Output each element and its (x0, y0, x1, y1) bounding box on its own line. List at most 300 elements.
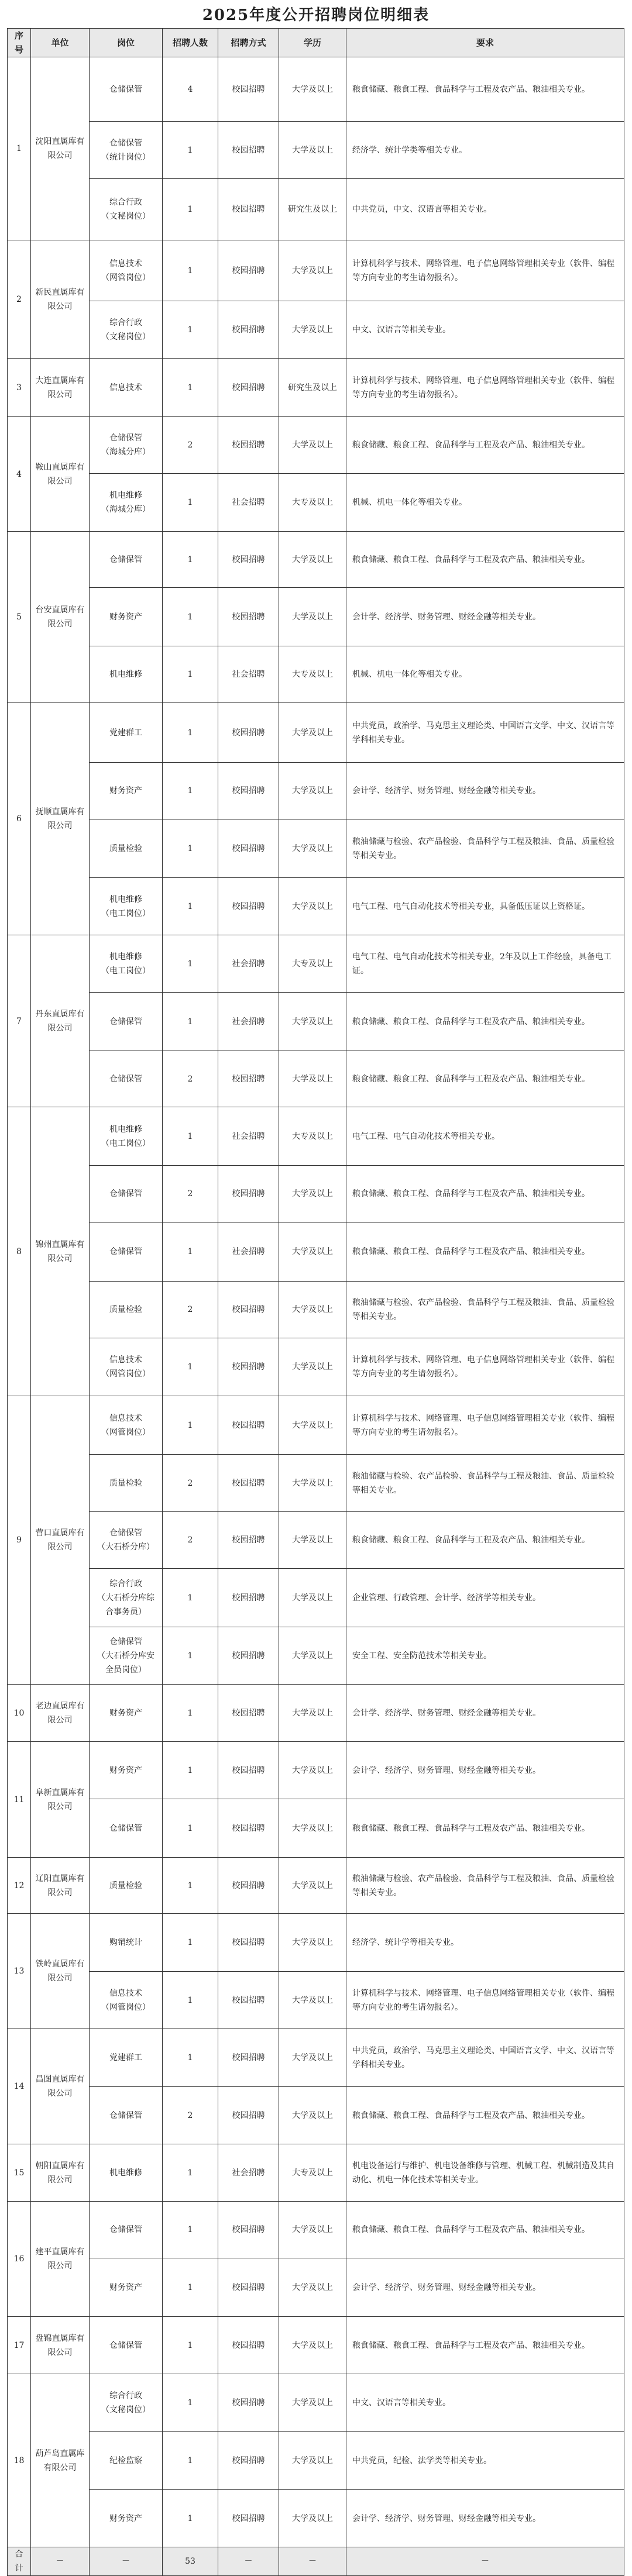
position-label: 仓储保管 (109, 1189, 142, 1199)
requirements: 电气工程、电气自动化技术等相关专业，2年及以上工作经验，具备电工证。 (346, 935, 624, 993)
position-cell (90, 703, 163, 763)
unit-number: 2 (8, 240, 31, 359)
education: 大学及以上 (279, 1799, 346, 1858)
position-label: 仓储保管 (109, 1528, 142, 1538)
position-cell (90, 2490, 163, 2547)
position-cell (90, 474, 163, 532)
unit-number: 13 (8, 1914, 31, 2029)
table-row (8, 1282, 624, 1338)
position-cell (90, 935, 163, 993)
hire-method: 校园招聘 (218, 819, 279, 878)
total-label: 合计 (8, 2547, 31, 2576)
position-label: 财务资产 (109, 1708, 142, 1718)
table-row (8, 1222, 624, 1282)
position-label: （网管岗位） (101, 1427, 150, 1437)
requirements: 粮油储藏与检验、农产品检验、食品科学与工程及粮油、食品、质量检验等相关专业。 (346, 1858, 624, 1914)
position-label: 信息技术 (109, 1413, 142, 1423)
requirements: 会计学、经济学、财务管理、财经金融等相关专业。 (346, 588, 624, 646)
hire-method: 校园招聘 (218, 1455, 279, 1512)
hire-count: 1 (163, 2258, 218, 2317)
hire-method: 校园招聘 (218, 359, 279, 417)
unit-number: 4 (8, 417, 31, 532)
position-cell (90, 1222, 163, 1282)
education: 大学及以上 (279, 1051, 346, 1107)
hire-count: 1 (163, 301, 218, 359)
position-cell (90, 1799, 163, 1858)
hire-method: 校园招聘 (218, 763, 279, 819)
position-label: 质量检验 (109, 1478, 142, 1488)
unit-name: 葫芦岛直属库有限公司 (31, 2374, 90, 2547)
header-row (8, 29, 624, 57)
requirements: 电气工程、电气自动化技术等相关专业。 (346, 1107, 624, 1166)
requirements: 计算机科学与技术、网络管理、电子信息网络管理相关专业（软件、编程等方向专业的考生请勿报名）。 (346, 1396, 624, 1455)
position-label: 仓储保管 (109, 2110, 142, 2120)
unit-name: 锦州直属库有限公司 (31, 1107, 90, 1396)
hire-method: 校园招聘 (218, 57, 279, 122)
position-label: （大石桥分库安 (97, 1651, 154, 1661)
education: 大学及以上 (279, 532, 346, 588)
hire-count: 1 (163, 1396, 218, 1455)
hire-method: 校园招聘 (218, 532, 279, 588)
unit-name: 昌图直属库有限公司 (31, 2029, 90, 2144)
requirements: 中文、汉语言等相关专业。 (346, 2374, 624, 2432)
position-cell (90, 417, 163, 474)
education: 大学及以上 (279, 1972, 346, 2029)
requirements: 粮油储藏与检验、农产品检验、食品科学与工程及粮油、食品、质量检验等相关专业。 (346, 1455, 624, 1512)
requirements: 电气工程、电气自动化技术等相关专业，具备低压证以上资格证。 (346, 878, 624, 935)
requirements: 粮食储藏、粮食工程、食品科学与工程及农产品、粮油相关专业。 (346, 2202, 624, 2258)
table-row (8, 1396, 624, 1455)
education: 大学及以上 (279, 1166, 346, 1222)
hire-count: 2 (163, 2087, 218, 2144)
position-label: 质量检验 (109, 843, 142, 853)
hire-count: 1 (163, 2374, 218, 2432)
unit-name: 老边直属库有限公司 (31, 1685, 90, 1742)
position-label: （文秘岗位） (101, 212, 150, 221)
position-label: 信息技术 (109, 1988, 142, 1998)
education: 大专及以上 (279, 474, 346, 532)
education: 大学及以上 (279, 763, 346, 819)
position-label: 机电维修 (109, 1124, 142, 1134)
requirements: 机械、机电一体化等相关专业。 (346, 474, 624, 532)
hire-count: 1 (163, 122, 218, 179)
position-cell (90, 301, 163, 359)
requirements: 中共党员，纪检、法学类等相关专业。 (346, 2432, 624, 2490)
requirements: 计算机科学与技术、网络管理、电子信息网络管理相关专业（软件、编程等方向专业的考生请勿报名）。 (346, 240, 624, 301)
table-row (8, 763, 624, 819)
table-row (8, 2202, 624, 2258)
hire-method: 社会招聘 (218, 935, 279, 993)
position-label: 仓储保管 (109, 433, 142, 443)
hire-method: 社会招聘 (218, 1107, 279, 1166)
hire-count: 1 (163, 703, 218, 763)
header-method: 招聘方式 (218, 29, 279, 57)
position-label: 财务资产 (109, 1765, 142, 1775)
position-label: 仓储保管 (109, 1823, 142, 1833)
position-label: 财务资产 (109, 2282, 142, 2292)
position-cell (90, 1685, 163, 1742)
position-label: 仓储保管 (109, 2225, 142, 2234)
requirements: 经济学、统计学等相关专业。 (346, 1914, 624, 1972)
hire-method: 校园招聘 (218, 240, 279, 301)
table-row (8, 301, 624, 359)
table-row (8, 1455, 624, 1512)
table-row (8, 1858, 624, 1914)
requirements: 计算机科学与技术、网络管理、电子信息网络管理相关专业（软件、编程等方向专业的考生请勿报名）。 (346, 1338, 624, 1396)
hire-method: 校园招聘 (218, 2202, 279, 2258)
position-cell (90, 1627, 163, 1685)
position-label: 仓储保管 (109, 84, 142, 94)
education: 大学及以上 (279, 2202, 346, 2258)
header-position: 岗位 (90, 29, 163, 57)
position-cell (90, 1972, 163, 2029)
position-label: 机电维修 (109, 894, 142, 904)
recruitment-table (7, 28, 624, 2576)
hire-count: 1 (163, 1107, 218, 1166)
position-label: （电工岗位） (101, 1138, 150, 1148)
table-row (8, 1338, 624, 1396)
position-cell (90, 57, 163, 122)
position-label: 质量检验 (109, 1881, 142, 1890)
unit-name: 阜新直属库有限公司 (31, 1742, 90, 1858)
position-label: 信息技术 (109, 1355, 142, 1365)
requirements: 中共党员，政治学、马克思主义理论类、中国语言文学、中文、汉语言等学科相关专业。 (346, 2029, 624, 2087)
education: 大学及以上 (279, 57, 346, 122)
education: 大学及以上 (279, 2029, 346, 2087)
position-label: （文秘岗位） (101, 2405, 150, 2415)
table-row (8, 588, 624, 646)
education: 研究生及以上 (279, 179, 346, 240)
position-label: 购销统计 (109, 1938, 142, 1947)
position-cell (90, 1282, 163, 1338)
position-label: 全员岗位） (105, 1665, 146, 1675)
hire-method: 校园招聘 (218, 1799, 279, 1858)
education: 大学及以上 (279, 878, 346, 935)
table-row (8, 1569, 624, 1627)
unit-number: 14 (8, 2029, 31, 2144)
position-cell (90, 1858, 163, 1914)
position-label: 党建群工 (109, 2053, 142, 2062)
education: 大学及以上 (279, 2317, 346, 2374)
hire-count: 1 (163, 1338, 218, 1396)
unit-number: 17 (8, 2317, 31, 2374)
position-cell (90, 2374, 163, 2432)
unit-name: 丹东直属库有限公司 (31, 935, 90, 1107)
table-row (8, 2258, 624, 2317)
hire-count: 2 (163, 1166, 218, 1222)
requirements: 中共党员，政治学、马克思主义理论类、中国语言文学、中文、汉语言等学科相关专业。 (346, 703, 624, 763)
table-row (8, 532, 624, 588)
hire-method: 社会招聘 (218, 646, 279, 703)
hire-method: 校园招聘 (218, 1742, 279, 1799)
requirements: 计算机科学与技术、网络管理、电子信息网络管理相关专业（软件、编程等方向专业的考生请勿报名）。 (346, 359, 624, 417)
header-education: 学历 (279, 29, 346, 57)
unit-number: 11 (8, 1742, 31, 1858)
education: 大学及以上 (279, 1282, 346, 1338)
header-unit: 单位 (31, 29, 90, 57)
position-cell (90, 359, 163, 417)
education: 大学及以上 (279, 2374, 346, 2432)
position-label: （网管岗位） (101, 1369, 150, 1379)
position-label: （电工岗位） (101, 908, 150, 918)
unit-name: 辽阳直属库有限公司 (31, 1858, 90, 1914)
education: 大学及以上 (279, 1742, 346, 1799)
education: 大学及以上 (279, 240, 346, 301)
position-cell (90, 2087, 163, 2144)
position-label: （统计岗位） (101, 152, 150, 162)
unit-name: 营口直属库有限公司 (31, 1396, 90, 1685)
requirements: 粮油储藏与检验、农产品检验、食品科学与工程及粮油、食品、质量检验等相关专业。 (346, 1282, 624, 1338)
position-label: （网管岗位） (101, 2002, 150, 2012)
hire-count: 1 (163, 819, 218, 878)
hire-method: 校园招聘 (218, 1051, 279, 1107)
position-label: 仓储保管 (109, 2340, 142, 2350)
requirements: 安全工程、安全防范技术等相关专业。 (346, 1627, 624, 1685)
table-row (8, 122, 624, 179)
position-cell (90, 2202, 163, 2258)
education: 大学及以上 (279, 1569, 346, 1627)
hire-method: 校园招聘 (218, 2087, 279, 2144)
position-cell (90, 878, 163, 935)
unit-number: 15 (8, 2144, 31, 2202)
requirements: 粮油储藏与检验、农产品检验、食品科学与工程及粮油、食品、质量检验等相关专业。 (346, 819, 624, 878)
hire-count: 1 (163, 474, 218, 532)
education: 大学及以上 (279, 1512, 346, 1569)
hire-count: 2 (163, 1051, 218, 1107)
requirements: 会计学、经济学、财务管理、财经金融等相关专业。 (346, 763, 624, 819)
education: 大学及以上 (279, 417, 346, 474)
hire-count: 4 (163, 57, 218, 122)
hire-method: 社会招聘 (218, 474, 279, 532)
total-education: － (279, 2547, 346, 2576)
position-cell (90, 1396, 163, 1455)
position-cell (90, 1338, 163, 1396)
education: 大学及以上 (279, 993, 346, 1051)
position-cell (90, 1569, 163, 1627)
unit-number: 6 (8, 703, 31, 935)
position-cell (90, 646, 163, 703)
position-cell (90, 2029, 163, 2087)
hire-method: 校园招聘 (218, 2317, 279, 2374)
hire-method: 社会招聘 (218, 1222, 279, 1282)
table-row (8, 2087, 624, 2144)
total-method: － (218, 2547, 279, 2576)
hire-method: 校园招聘 (218, 1338, 279, 1396)
table-row (8, 2374, 624, 2432)
table-header (8, 29, 624, 57)
education: 大学及以上 (279, 2490, 346, 2547)
hire-method: 校园招聘 (218, 301, 279, 359)
position-label: 综合行政 (109, 1579, 142, 1589)
table-row (8, 1972, 624, 2029)
unit-name: 沈阳直属库有限公司 (31, 57, 90, 240)
education: 大学及以上 (279, 1627, 346, 1685)
hire-count: 1 (163, 2144, 218, 2202)
requirements: 计算机科学与技术、网络管理、电子信息网络管理相关专业（软件、编程等方向专业的考生请勿报名）。 (346, 1972, 624, 2029)
hire-count: 1 (163, 2202, 218, 2258)
requirements: 粮食储藏、粮食工程、食品科学与工程及农产品、粮油相关专业。 (346, 1222, 624, 1282)
unit-number: 1 (8, 57, 31, 240)
requirements: 会计学、经济学、财务管理、财经金融等相关专业。 (346, 2258, 624, 2317)
header-count: 招聘人数 (163, 29, 218, 57)
requirements: 粮食储藏、粮食工程、食品科学与工程及农产品、粮油相关专业。 (346, 57, 624, 122)
position-cell (90, 819, 163, 878)
education: 大专及以上 (279, 1107, 346, 1166)
requirements: 粮食储藏、粮食工程、食品科学与工程及农产品、粮油相关专业。 (346, 2317, 624, 2374)
education: 大学及以上 (279, 1222, 346, 1282)
hire-method: 校园招聘 (218, 1512, 279, 1569)
hire-method: 校园招聘 (218, 179, 279, 240)
position-label: 合事务员） (105, 1607, 146, 1617)
position-label: 机电维修 (109, 2168, 142, 2178)
hire-count: 1 (163, 935, 218, 993)
position-label: 仓储保管 (109, 1637, 142, 1647)
unit-name: 台安直属库有限公司 (31, 532, 90, 703)
table-row (8, 935, 624, 993)
education: 大学及以上 (279, 1338, 346, 1396)
hire-count: 2 (163, 1512, 218, 1569)
requirements: 粮食储藏、粮食工程、食品科学与工程及农产品、粮油相关专业。 (346, 1512, 624, 1569)
table-row (8, 1107, 624, 1166)
hire-method: 校园招聘 (218, 122, 279, 179)
hire-method: 校园招聘 (218, 1627, 279, 1685)
position-label: 仓储保管 (109, 555, 142, 564)
hire-method: 社会招聘 (218, 993, 279, 1051)
position-cell (90, 122, 163, 179)
table-row (8, 474, 624, 532)
table-row (8, 1051, 624, 1107)
requirements: 粮食储藏、粮食工程、食品科学与工程及农产品、粮油相关专业。 (346, 2087, 624, 2144)
unit-number: 5 (8, 532, 31, 703)
table-row (8, 2490, 624, 2547)
hire-method: 校园招聘 (218, 2490, 279, 2547)
hire-count: 1 (163, 1742, 218, 1799)
education: 大学及以上 (279, 703, 346, 763)
requirements: 粮食储藏、粮食工程、食品科学与工程及农产品、粮油相关专业。 (346, 1051, 624, 1107)
position-cell (90, 240, 163, 301)
requirements: 粮食储藏、粮食工程、食品科学与工程及农产品、粮油相关专业。 (346, 1166, 624, 1222)
hire-method: 社会招聘 (218, 2144, 279, 2202)
hire-method: 校园招聘 (218, 1569, 279, 1627)
education: 大学及以上 (279, 301, 346, 359)
header-requirements: 要求 (346, 29, 624, 57)
hire-method: 校园招聘 (218, 703, 279, 763)
hire-count: 2 (163, 417, 218, 474)
position-cell (90, 1512, 163, 1569)
hire-count: 2 (163, 1455, 218, 1512)
requirements: 中文、汉语言等相关专业。 (346, 301, 624, 359)
education: 大专及以上 (279, 935, 346, 993)
unit-name: 大连直属库有限公司 (31, 359, 90, 417)
requirements: 经济学、统计学类等相关专业。 (346, 122, 624, 179)
position-label: 仓储保管 (109, 138, 142, 148)
position-label: 综合行政 (109, 318, 142, 328)
total-count: 53 (163, 2547, 218, 2576)
position-label: 机电维修 (109, 670, 142, 679)
unit-name: 盘锦直属库有限公司 (31, 2317, 90, 2374)
unit-number: 3 (8, 359, 31, 417)
hire-count: 1 (163, 240, 218, 301)
education: 大学及以上 (279, 2087, 346, 2144)
hire-count: 1 (163, 532, 218, 588)
position-label: 财务资产 (109, 2513, 142, 2523)
table-row (8, 2144, 624, 2202)
position-label: 仓储保管 (109, 1247, 142, 1256)
requirements: 中共党员，中文、汉语言等相关专业。 (346, 179, 624, 240)
education: 大学及以上 (279, 1396, 346, 1455)
table-row (8, 878, 624, 935)
unit-name: 鞍山直属库有限公司 (31, 417, 90, 532)
requirements: 粮食储藏、粮食工程、食品科学与工程及农产品、粮油相关专业。 (346, 1799, 624, 1858)
hire-method: 校园招聘 (218, 588, 279, 646)
table-row (8, 1799, 624, 1858)
hire-method: 校园招聘 (218, 417, 279, 474)
hire-count: 1 (163, 993, 218, 1051)
position-cell (90, 588, 163, 646)
hire-count: 1 (163, 1627, 218, 1685)
hire-count: 1 (163, 179, 218, 240)
hire-count: 1 (163, 1914, 218, 1972)
position-label: 机电维修 (109, 491, 142, 500)
position-label: 纪检监察 (109, 2456, 142, 2465)
education: 大学及以上 (279, 122, 346, 179)
position-cell (90, 1051, 163, 1107)
table-row (8, 1512, 624, 1569)
hire-count: 1 (163, 1972, 218, 2029)
table-row (8, 359, 624, 417)
position-label: （网管岗位） (101, 273, 150, 283)
hire-count: 1 (163, 2490, 218, 2547)
position-label: （大石桥分库） (97, 1542, 154, 1552)
position-cell (90, 2144, 163, 2202)
hire-method: 校园招聘 (218, 1972, 279, 2029)
hire-count: 1 (163, 1569, 218, 1627)
table-body (8, 57, 624, 2576)
position-cell (90, 2317, 163, 2374)
unit-name: 抚顺直属库有限公司 (31, 703, 90, 935)
table-row (8, 646, 624, 703)
total-requirements: － (346, 2547, 624, 2576)
hire-count: 1 (163, 646, 218, 703)
education: 大学及以上 (279, 1685, 346, 1742)
position-cell (90, 1166, 163, 1222)
requirements: 机械、机电一体化等相关专业。 (346, 646, 624, 703)
education: 大学及以上 (279, 819, 346, 878)
header-no: 序号 (8, 29, 31, 57)
hire-count: 1 (163, 878, 218, 935)
page-title: 2025年度公开招聘岗位明细表 (202, 6, 430, 24)
hire-count: 1 (163, 2317, 218, 2374)
hire-count: 1 (163, 2029, 218, 2087)
position-label: （电工岗位） (101, 966, 150, 976)
position-cell (90, 1914, 163, 1972)
table-row (8, 2029, 624, 2087)
table-row (8, 2432, 624, 2490)
table-row (8, 2317, 624, 2374)
hire-method: 校园招聘 (218, 1914, 279, 1972)
position-label: 信息技术 (109, 383, 142, 392)
table-row (8, 819, 624, 878)
table-row (8, 57, 624, 122)
position-cell (90, 1455, 163, 1512)
position-label: （海城分库） (101, 505, 150, 514)
position-label: 机电维修 (109, 952, 142, 962)
position-label: 综合行政 (109, 198, 142, 207)
unit-number: 8 (8, 1107, 31, 1396)
position-cell (90, 763, 163, 819)
position-label: 财务资产 (109, 786, 142, 795)
hire-count: 1 (163, 2432, 218, 2490)
